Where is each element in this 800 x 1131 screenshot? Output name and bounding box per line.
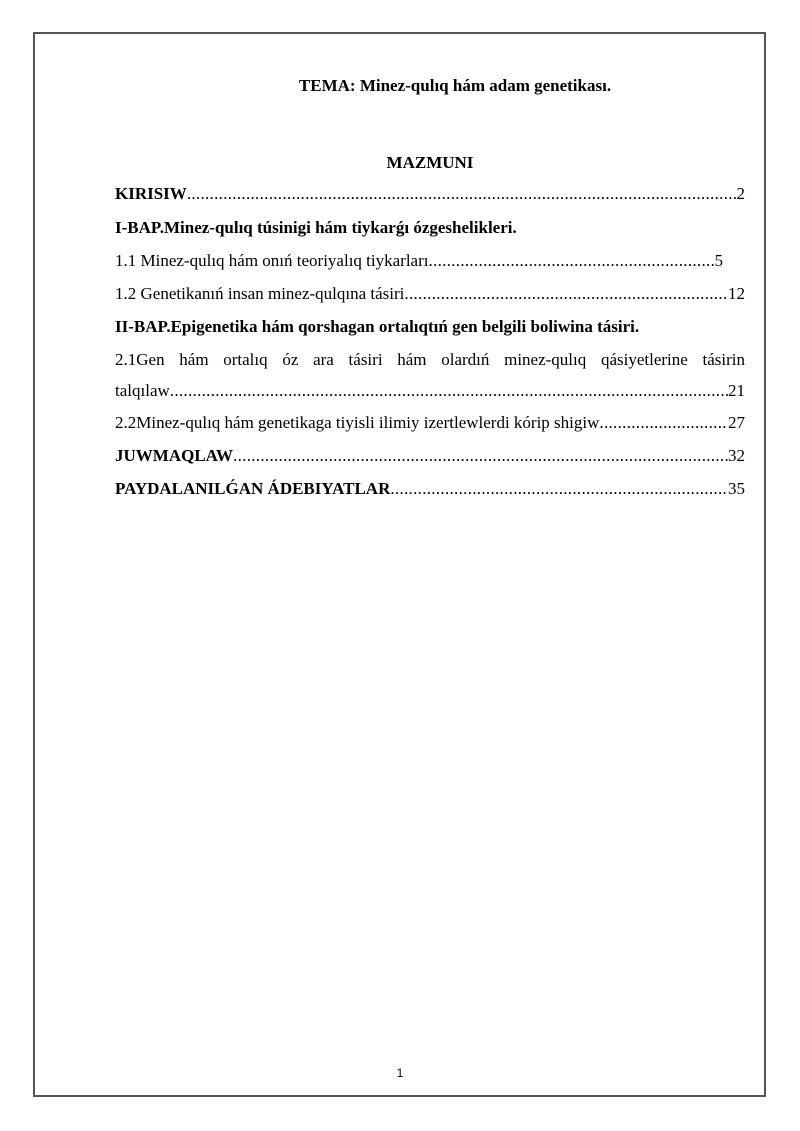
topic-title: TEMA: Minez-qulıq hám adam genetikası. bbox=[298, 76, 612, 95]
toc-entry-page: 21 bbox=[728, 381, 745, 400]
toc-chapter-2-title: II-BAP.Epigenetika hám qorshagan ortalıqtıń gen belgili boliwina tásiri. bbox=[115, 317, 640, 336]
toc-chapter-1-title: I-BAP.Minez-qulıq túsinigi hám tiykarǵı ózgeshelikleri. bbox=[115, 218, 517, 237]
toc-entry-label: 1.1 Minez-qulıq hám onıń teoriyalıq tiykarları bbox=[115, 251, 429, 270]
toc-leader bbox=[428, 249, 714, 273]
toc-entry-section-1-2 bbox=[115, 282, 745, 306]
toc-leader bbox=[599, 411, 728, 435]
toc-entry-page: 2 bbox=[736, 184, 745, 203]
contents-heading: MAZMUNI bbox=[386, 153, 474, 172]
toc-entry-label: PAYDALANILǴAN ÁDEBIYATLAR bbox=[115, 479, 391, 498]
toc-entry-page: 12 bbox=[728, 284, 745, 303]
toc-leader bbox=[170, 379, 728, 403]
toc-entry-page: 27 bbox=[728, 413, 745, 432]
page-number: 1 bbox=[396, 1066, 404, 1080]
toc-entry-label: JUWMAQLAW bbox=[115, 446, 234, 465]
toc-entry-conclusion bbox=[115, 444, 745, 468]
toc-leader bbox=[187, 182, 737, 206]
toc-entry-page: 5 bbox=[714, 251, 723, 270]
toc-entry-page: 32 bbox=[728, 446, 745, 465]
toc-entry-page: 35 bbox=[728, 479, 745, 498]
toc-entry-label: 1.2 Genetikanıń insan minez-qulqına tásiri bbox=[115, 284, 405, 303]
toc-entry-label: talqılaw bbox=[115, 381, 170, 400]
toc-leader bbox=[404, 282, 728, 306]
toc-leader bbox=[233, 444, 728, 468]
toc-entry-label: 2.2Minez-qulıq hám genetikaga tiyisli ilimiy izertlewlerdi kórip shigiw bbox=[115, 413, 600, 432]
toc-entry-section-2-2 bbox=[115, 411, 745, 435]
toc-entry-label: KIRISIW bbox=[115, 184, 187, 203]
toc-entry-section-1-1 bbox=[115, 249, 723, 273]
toc-entry-section-2-1 bbox=[115, 379, 745, 403]
toc-leader bbox=[390, 477, 728, 501]
toc-section-2-1-first-line: 2.1Gen hám ortalıq óz ara tásiri hám olardıń minez-qulıq qásiyetlerine tásirin bbox=[115, 350, 745, 369]
toc-entry-references bbox=[115, 477, 745, 501]
toc-entry-intro bbox=[115, 182, 745, 206]
